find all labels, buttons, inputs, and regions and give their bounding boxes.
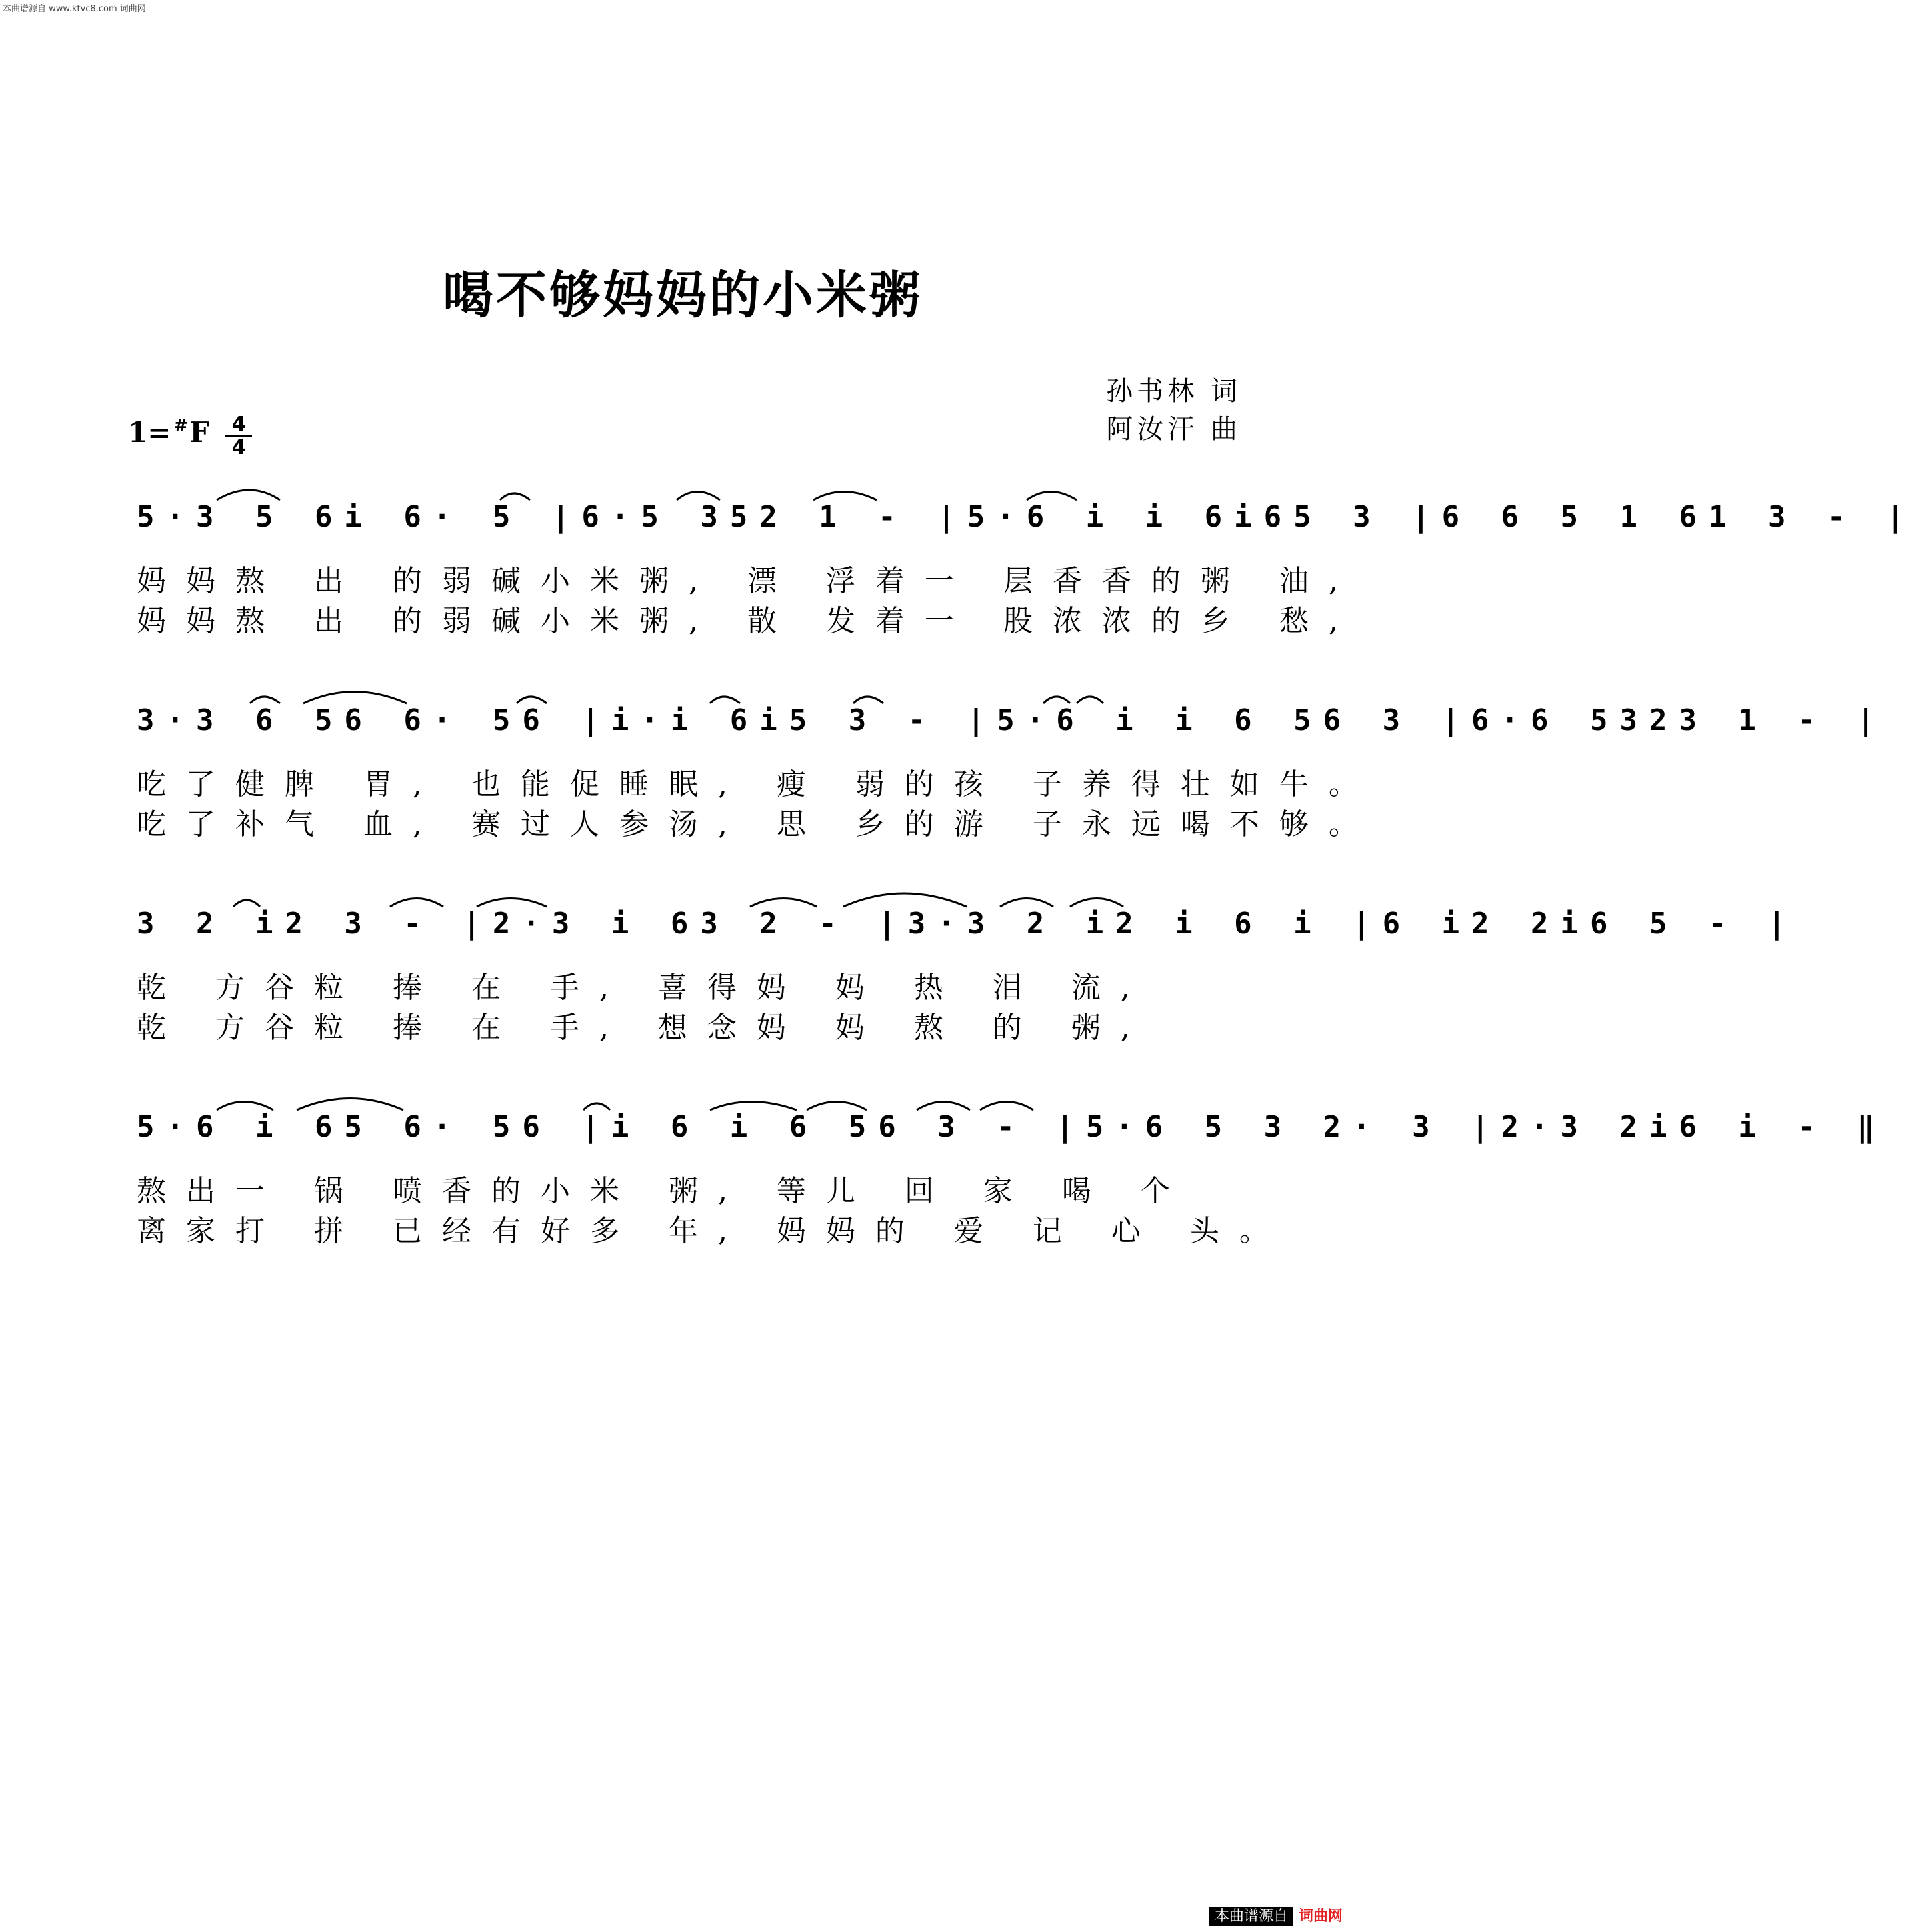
music-system-2 bbox=[137, 683, 1887, 841]
lyrics-verse-2: 乾 方谷粒 捧 在 手, 想念妈 妈 熬 的 粥, bbox=[137, 1011, 1150, 1045]
music-system-1 bbox=[137, 480, 1916, 638]
lyricist-credit: 孙书林 词 bbox=[1106, 376, 1241, 407]
time-signature bbox=[225, 415, 252, 458]
key-signature bbox=[128, 416, 209, 449]
lyrics-verse-2: 离家打 拼 已经有好多 年, 妈妈的 爱 记 心 头。 bbox=[137, 1214, 1289, 1248]
sharp-sign: # bbox=[173, 416, 189, 436]
composer-credit: 阿汝汗 曲 bbox=[1106, 414, 1241, 445]
notes-line bbox=[137, 887, 1798, 953]
notes-text: 5·3 5 6i 6· 5 |6·5 352 1 - |5·6 i i 6i65 3 |6 6 5 1 61 3 - | bbox=[137, 500, 1916, 534]
notes-line bbox=[137, 1090, 1887, 1157]
watermark-site-logo: 词曲网 bbox=[1293, 1907, 1348, 1926]
watermark-source-label: 本曲谱源自 bbox=[1209, 1907, 1293, 1926]
notes-line bbox=[137, 480, 1916, 547]
lyrics-verse-1: 熬出一 锅 喷香的小米 粥, 等儿 回 家 喝 个 bbox=[137, 1174, 1190, 1208]
time-numerator: 4 bbox=[225, 415, 252, 437]
time-denominator: 4 bbox=[231, 436, 246, 459]
lyrics-verse-2: 妈妈熬 出 的弱碱小米粥, 散 发着一 股浓浓的乡 愁, bbox=[137, 604, 1358, 638]
bottom-watermark bbox=[1209, 1905, 1348, 1925]
key-prefix: 1= bbox=[128, 416, 171, 449]
music-system-4 bbox=[137, 1090, 1887, 1248]
top-watermark: 本曲谱源自 www.ktvc8.com 词曲网 bbox=[3, 4, 146, 14]
notes-line bbox=[137, 683, 1887, 750]
song-title: 喝不够妈妈的小米粥 bbox=[443, 265, 923, 325]
lyrics-verse-1: 吃了健脾 胃, 也能促睡眠, 瘦 弱的孩 子养得壮如牛。 bbox=[137, 767, 1378, 801]
lyrics-verse-1: 乾 方谷粒 捧 在 手, 喜得妈 妈 热 泪 流, bbox=[137, 971, 1150, 1005]
notes-text: 3 2 i2 3 - |2·3 i 63 2 - |3·3 2 i2 i 6 i |6 i2 2i6 5 - | bbox=[137, 907, 1798, 941]
notes-text: 5·6 i 65 6· 56 |i 6 i 6 56 3 - |5·6 5 3 2· 3 |2·3 2i6 i - ‖ bbox=[137, 1110, 1887, 1144]
lyrics-verse-1: 妈妈熬 出 的弱碱小米粥, 漂 浮着一 层香香的粥 油, bbox=[137, 564, 1358, 598]
music-system-3 bbox=[137, 887, 1798, 1045]
key-note: F bbox=[189, 416, 210, 449]
notes-text: 3·3 6 56 6· 56 |i·i 6i5 3 - |5·6 i i 6 56 3 |6·6 5323 1 - | bbox=[137, 703, 1887, 737]
lyrics-verse-2: 吃了补气 血, 赛过人参汤, 思 乡的游 子永远喝不够。 bbox=[137, 807, 1378, 841]
